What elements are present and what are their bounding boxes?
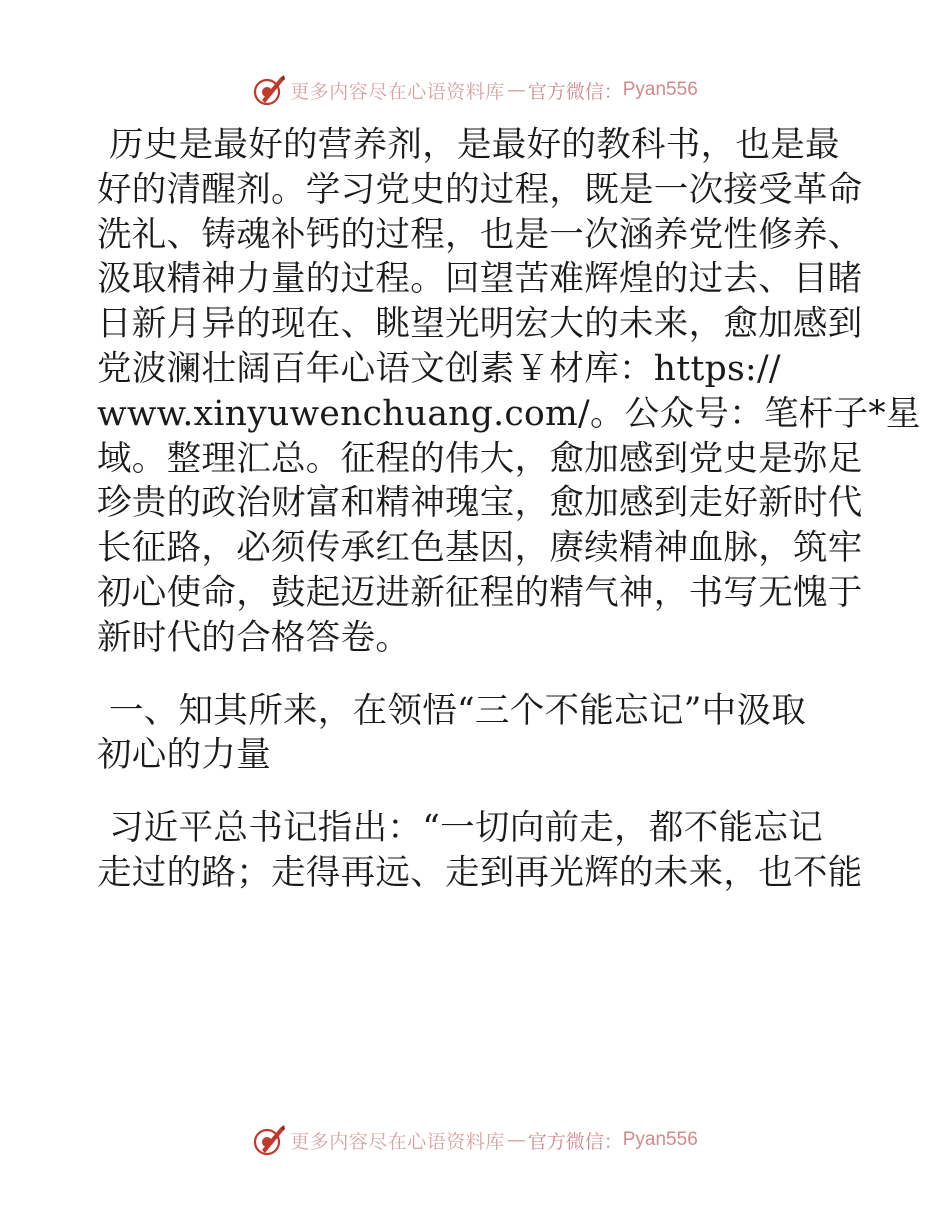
banner-separator: — <box>506 79 526 101</box>
text-line: 域。整理汇总。征程的伟大，愈加感到党史是弥足 <box>97 438 863 479</box>
banner-wechat-label: 官方微信： <box>527 80 623 103</box>
banner-wechat-label: 官方微信： <box>527 1130 623 1153</box>
text-line: 汲取精神力量的过程。回望苦难辉煌的过去、目睹 <box>97 259 863 300</box>
text-line: 长征路，必须传承红色基因，赓续精神血脉，筑牢 <box>97 528 863 569</box>
header-banner <box>0 70 950 110</box>
banner-separator: — <box>506 1129 526 1151</box>
heading-line: 初心的力量 <box>97 735 271 776</box>
text-line: 初心使命，鼓起迈进新征程的精气神，书写无愧于 <box>97 572 863 613</box>
text-line: 好的清醒剂。学习党史的过程，既是一次接受革命 <box>97 169 863 210</box>
text-line: 党波澜壮阔百年心语文创素￥材库：https:// <box>97 348 781 389</box>
section-heading <box>97 689 853 779</box>
banner-text: 更多内容尽在心语资料库 <box>290 80 505 103</box>
text-line: www.xinyuwenchuang.com/。公众号：笔杆子*星 <box>97 393 921 434</box>
pen-logo-icon <box>252 1123 286 1157</box>
footer-banner <box>0 1120 950 1160</box>
text-line: 日新月异的现在、眺望光明宏大的未来，愈加感到 <box>97 304 863 345</box>
banner-wechat-id: Pyan556 <box>622 79 698 100</box>
pen-logo-icon <box>252 73 286 107</box>
text-line: 习近平总书记指出：“一切向前走，都不能忘记 <box>109 808 823 849</box>
document-body <box>97 123 921 896</box>
banner-text: 更多内容尽在心语资料库 <box>290 1130 505 1153</box>
heading-line: 一、知其所来，在领悟“三个不能忘记”中汲取 <box>109 690 807 731</box>
text-line: 珍贵的政治财富和精神瑰宝，愈加感到走好新时代 <box>97 483 863 524</box>
text-line: 历史是最好的营养剂，是最好的教科书，也是最 <box>109 125 840 165</box>
text-line: 走过的路；走得再远、走到再光辉的未来，也不能 <box>97 852 863 893</box>
text-line: 新时代的合格答卷。 <box>97 617 411 658</box>
banner-wechat-id: Pyan556 <box>622 1129 698 1150</box>
paragraph-1 <box>97 123 921 661</box>
paragraph-3 <box>97 806 863 896</box>
text-line: 洗礼、铸魂补钙的过程，也是一次涵养党性修养、 <box>97 214 863 255</box>
